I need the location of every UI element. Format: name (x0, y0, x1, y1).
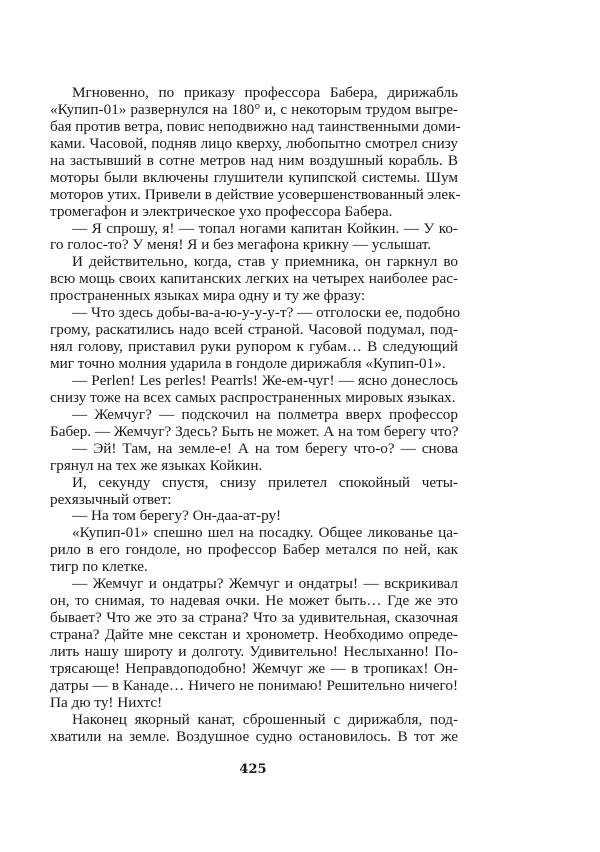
text-line: «Купип-01» развернулся на 180° и, с некоторым трудом выгре- (50, 100, 458, 118)
text-line: моторы были включены глушители купипской системы. Шум (50, 168, 458, 186)
text-line: Па дю ту! Нихтс! (50, 693, 163, 711)
text-line: грянул на тех же языках Койкин. (50, 456, 263, 474)
text-line: Наконец якорный канат, сброшенный с дирижабля, под- (72, 710, 458, 728)
text-line: бая против ветра, повис неподвижно над таинственными доми- (50, 117, 461, 135)
text-line: датры — в Канаде… Ничего не понимаю! Решительно ничего! (50, 676, 458, 694)
text-line: на застывший в сотне метров над ним воздушный корабль. В (50, 151, 458, 169)
text-line: пространенных языках мира одну и ту же фразу: (50, 287, 366, 305)
text-line: нял голову, приставил руки рупором к губам… В следующий (50, 338, 458, 356)
text-line: трясающе! Неправдоподобно! Жемчуг же — в тропиках! Он- (50, 659, 458, 677)
text-line: страна? Дайте мне секстан и хронометр. Необходимо опреде- (50, 626, 458, 643)
text-line: Бабер. — Жемчуг? Здесь? Быть не может. А на том берегу что? (50, 422, 459, 440)
text-line: — Perlen! Les perles! Pearrls! Же-ем-чуг! — ясно донеслось (72, 371, 458, 389)
text-line: лить нашу широту и долготу. Удивительно! Неслыханно! По- (50, 642, 458, 660)
text-line: тигр по клетке. (50, 558, 148, 576)
text-line: он, то снимая, то надевая очки. Не может быть… Где же это (50, 592, 458, 610)
text-line: грому, раскатились надо всей страной. Часовой подумал, под- (50, 321, 458, 339)
text-line: — Жемчуг и ондатры? Жемчуг и ондатры! — вскрикивал (72, 575, 458, 593)
text-line: — Я спрошу, я! — топал ногами капитан Койкин. — У ко- (72, 219, 458, 237)
text-line: хватили на земле. Воздушное судно остановилось. В тот же (50, 727, 458, 745)
text-line: — Что здесь добы-ва-а-ю-у-у-у-т? — отголоски ее, подобно (72, 304, 461, 322)
text-line: бывает? Что же это за страна? Что за удивительная, сказочная (50, 609, 458, 627)
text-line: моторов утих. Привели в действие усовершенствованный элек- (50, 185, 461, 203)
text-line: миг точно молния ударила в гондоле дирижабля «Купип-01». (50, 355, 446, 372)
text-line: рило в его гондоле, но профессор Бабер метался по ней, как (50, 541, 458, 559)
page-number: 425 (239, 762, 267, 777)
text-line: рехязычный ответ: (50, 490, 172, 508)
text-line: И, секунду спустя, снизу прилетел спокойный четы- (72, 473, 458, 491)
text-line: — На том берегу? Он-даа-ат-ру! (72, 507, 282, 525)
page-body-text (50, 84, 461, 746)
text-line: ками. Часовой, подняв лицо кверху, любопытно смотрел снизу (50, 134, 458, 152)
text-line: И действительно, когда, став у приемника, он гаркнул во (72, 253, 458, 271)
text-line: — Жемчуг? — подскочил на полметра вверх профессор (72, 405, 458, 423)
text-line: — Эй! Там, на земле-е! А на том берегу что-о? — снова (72, 439, 458, 457)
text-line: всю мощь своих капитанских легких на четырех наиболее рас- (50, 270, 458, 288)
text-line: тромегафон и электрическое ухо профессора Бабера. (50, 202, 393, 220)
text-line: го голос-то? У меня! Я и без мегафона крикну — услышат. (50, 236, 432, 254)
text-line: Мгновенно, по приказу профессора Бабера, дирижабль (72, 84, 458, 101)
text-line: «Купип-01» спешно шел на посадку. Общее ликованье ца- (72, 524, 458, 542)
text-line: снизу тоже на всех самых распространенных мировых языках. (50, 388, 456, 406)
